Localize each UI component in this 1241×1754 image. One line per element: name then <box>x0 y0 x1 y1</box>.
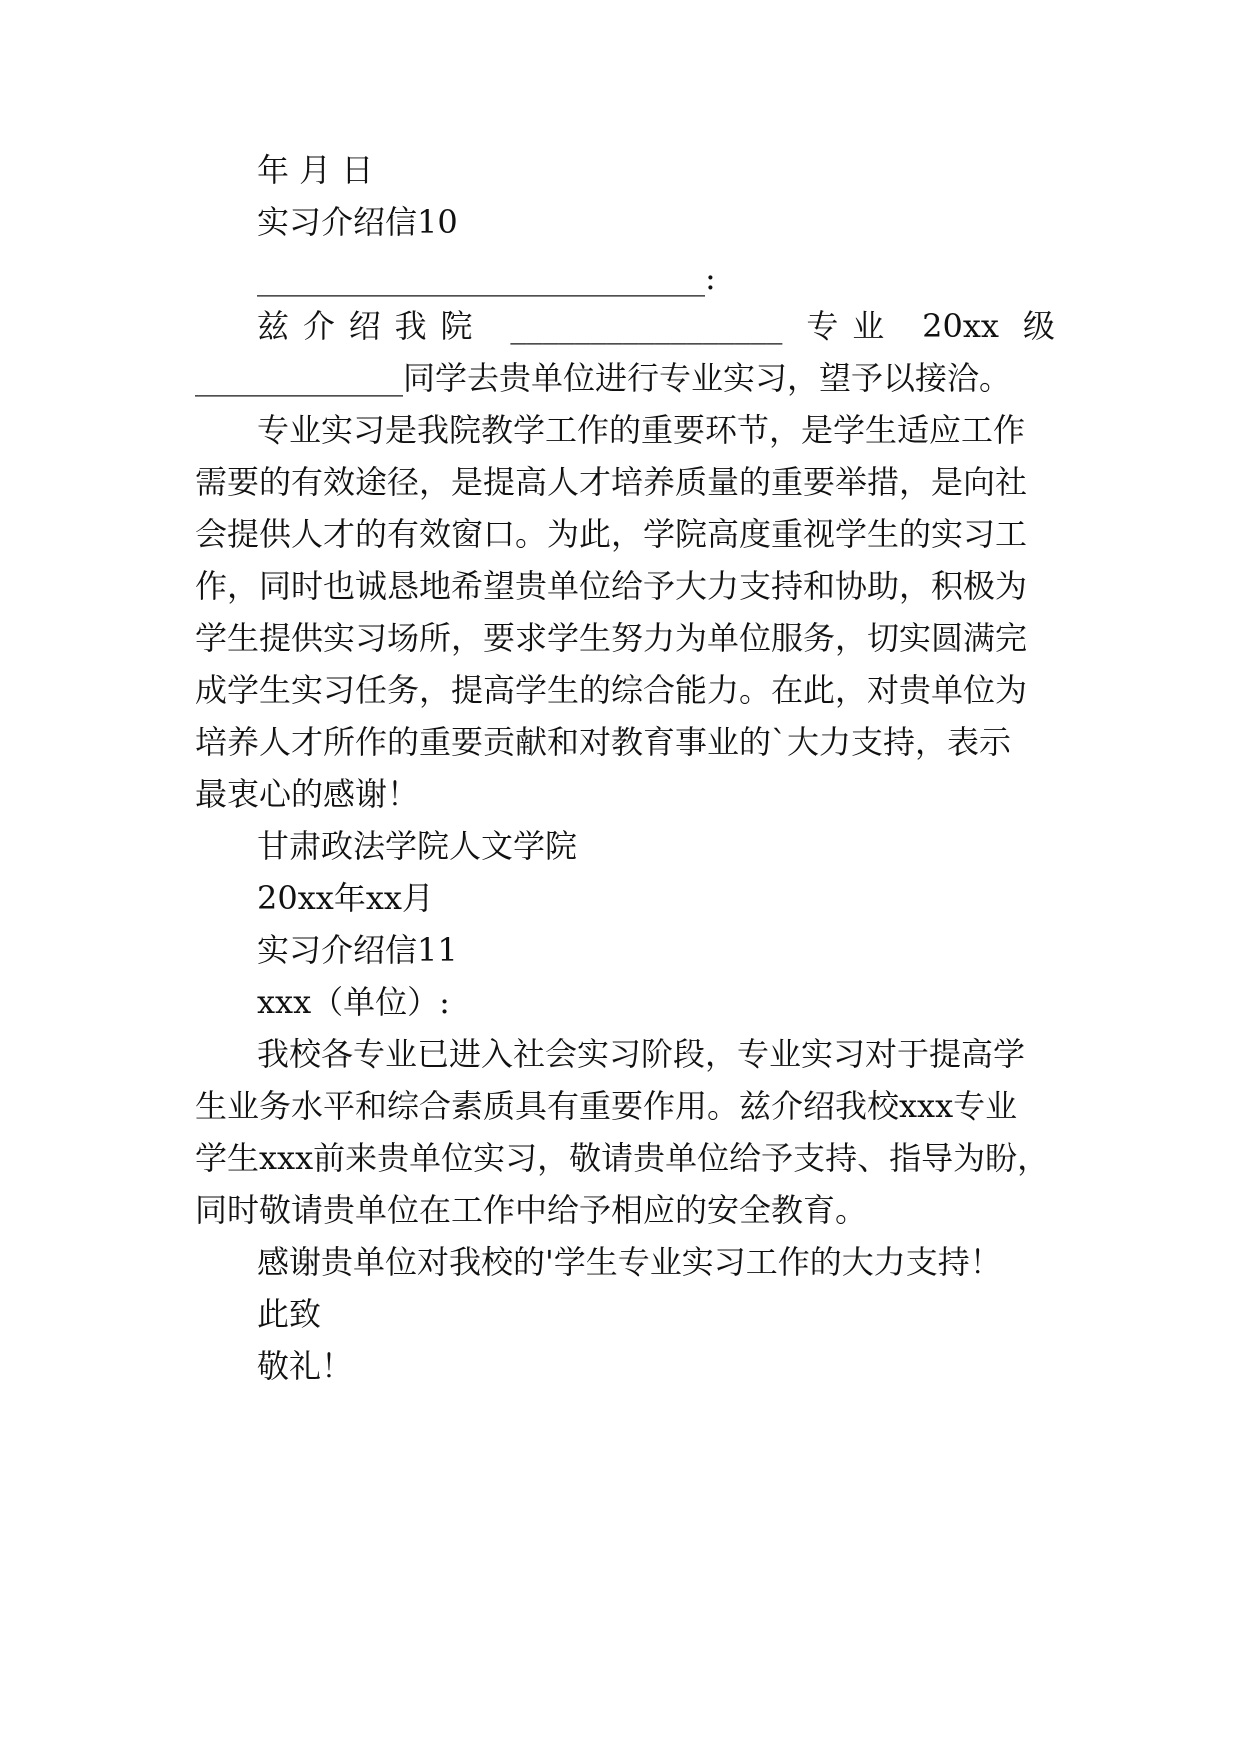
letter-11-recipient: xxx（单位）: <box>257 983 450 1021</box>
letter-10-title: 实习介绍信10 <box>257 203 458 241</box>
letter-10-signature: 甘肃政法学院人文学院 <box>257 827 578 865</box>
letter-11-para-line-4: 同时敬请贵单位在工作中给予相应的安全教育。 <box>195 1191 868 1229</box>
letter-10-para-line-8: 最衷心的感谢！ <box>195 775 420 813</box>
letter-11-para-line-2: 生业务水平和综合素质具有重要作用。兹介绍我校xxx专业 <box>195 1087 1018 1125</box>
letter-11-closing: 此致 <box>257 1295 322 1333</box>
letter-10-intro-line-2: _____________同学去贵单位进行专业实习，望予以接洽。 <box>195 359 1012 397</box>
letter-10-para-line-5: 学生提供实习场所，要求学生努力为单位服务，切实圆满完 <box>195 619 1028 657</box>
letter-10-intro-line-1: 兹介绍我院 _________________ 专业 20xx 级 <box>257 307 1055 345</box>
letter-10-date: 20xx年xx月 <box>257 879 434 917</box>
letter-10-para-line-3: 会提供人才的有效窗口。为此，学院高度重视学生的实习工 <box>195 515 1028 553</box>
letter-10-para-line-4: 作，同时也诚恳地希望贵单位给予大力支持和协助，积极为 <box>195 567 1028 605</box>
letter-11-title: 实习介绍信11 <box>257 931 458 969</box>
recipient-blank-line: ____________________________: <box>257 259 716 297</box>
letter-10-para-line-6: 成学生实习任务，提高学生的综合能力。在此，对贵单位为 <box>195 671 1028 709</box>
letter-10-para-line-2: 需要的有效途径，是提高人才培养质量的重要举措，是向社 <box>195 463 1028 501</box>
letter-10-para-line-1: 专业实习是我院教学工作的重要环节，是学生适应工作 <box>257 411 1026 449</box>
date-line: 年 月 日 <box>257 151 374 189</box>
letter-11-salutation: 敬礼！ <box>257 1347 354 1385</box>
letter-11-thanks: 感谢贵单位对我校的'学生专业实习工作的大力支持！ <box>257 1243 1002 1281</box>
letter-11-para-line-3: 学生xxx前来贵单位实习，敬请贵单位给予支持、指导为盼， <box>195 1139 1050 1177</box>
letter-10-para-line-7: 培养人才所作的重要贡献和对教育事业的`大力支持，表示 <box>195 723 1012 761</box>
letter-11-para-line-1: 我校各专业已进入社会实习阶段，专业实习对于提高学 <box>257 1035 1026 1073</box>
